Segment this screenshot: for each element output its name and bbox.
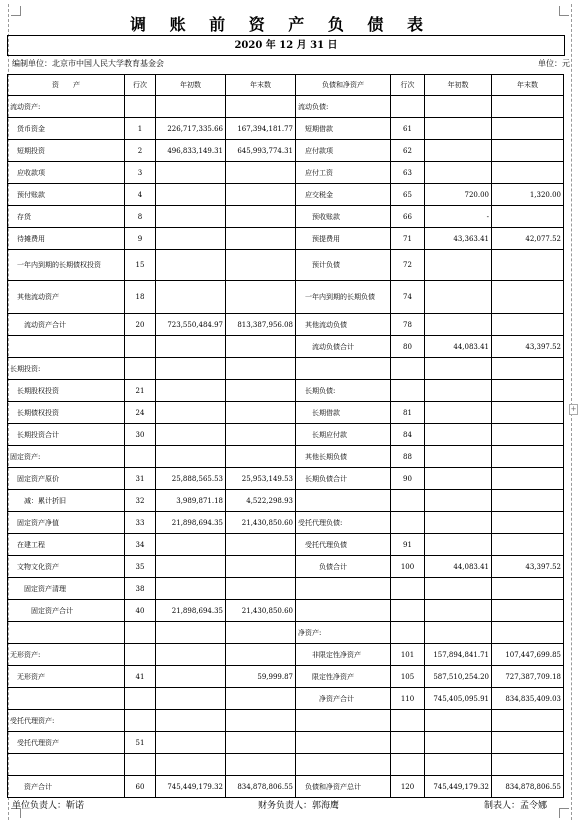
- table-cell: [492, 424, 564, 446]
- currency-unit: 单位：元: [538, 59, 570, 68]
- table-row: [8, 96, 564, 118]
- table-cell: 44,083.41: [425, 336, 492, 358]
- table-cell: [226, 622, 296, 644]
- table-cell: [425, 600, 492, 622]
- table-cell: [391, 358, 425, 380]
- table-cell: [492, 622, 564, 644]
- table-cell: 38: [125, 578, 156, 600]
- table-cell: 78: [391, 314, 425, 336]
- table-cell: [425, 140, 492, 162]
- table-cell: [8, 688, 125, 710]
- table-cell: 20: [125, 314, 156, 336]
- table-cell: 无形资产:: [8, 644, 125, 666]
- table-cell: [226, 710, 296, 732]
- report-date: 2020 年 12 月 31 日: [7, 35, 565, 56]
- table-cell: [492, 578, 564, 600]
- table-cell: 723,550,484.97: [156, 314, 226, 336]
- table-row: [8, 140, 564, 162]
- table-cell: [492, 380, 564, 402]
- table-row: [8, 556, 564, 578]
- table-cell: [296, 710, 391, 732]
- table-cell: 61: [391, 118, 425, 140]
- table-cell: [425, 162, 492, 184]
- table-cell: [492, 402, 564, 424]
- table-cell: 90: [391, 468, 425, 490]
- table-row: [8, 622, 564, 644]
- table-cell: 其他长期负债: [296, 446, 391, 468]
- table-cell: [125, 644, 156, 666]
- table-cell: [492, 358, 564, 380]
- table-cell: [492, 446, 564, 468]
- table-cell: [156, 446, 226, 468]
- column-header: 行次: [125, 75, 156, 96]
- table-cell: [125, 336, 156, 358]
- table-row: [8, 600, 564, 622]
- table-cell: [125, 358, 156, 380]
- table-cell: 44,083.41: [425, 556, 492, 578]
- table-cell: 3,989,871.18: [156, 490, 226, 512]
- table-cell: [156, 644, 226, 666]
- table-cell: [425, 732, 492, 754]
- table-cell: [156, 206, 226, 228]
- table-cell: 43,363.41: [425, 228, 492, 250]
- table-row: [8, 688, 564, 710]
- table-cell: [425, 281, 492, 314]
- table-cell: [296, 358, 391, 380]
- table-row: [8, 206, 564, 228]
- table-cell: 745,405,095.91: [425, 688, 492, 710]
- table-row: [8, 446, 564, 468]
- table-cell: [226, 534, 296, 556]
- table-cell: [156, 336, 226, 358]
- table-cell: [226, 162, 296, 184]
- table-cell: 63: [391, 162, 425, 184]
- column-header: 负债和净资产: [296, 75, 391, 96]
- table-cell: [226, 250, 296, 281]
- table-row: [8, 732, 564, 754]
- table-row: [8, 666, 564, 688]
- table-row: [8, 358, 564, 380]
- table-cell: [156, 688, 226, 710]
- table-cell: [8, 336, 125, 358]
- table-cell: 120: [391, 776, 425, 798]
- table-cell: [425, 534, 492, 556]
- table-cell: 流动资产:: [8, 96, 125, 118]
- table-cell: 固定资产清理: [8, 578, 125, 600]
- table-cell: [391, 600, 425, 622]
- table-cell: [425, 754, 492, 776]
- table-cell: [425, 358, 492, 380]
- table-cell: 80: [391, 336, 425, 358]
- table-cell: [156, 578, 226, 600]
- table-cell: 84: [391, 424, 425, 446]
- table-cell: [425, 424, 492, 446]
- table-cell: 8: [125, 206, 156, 228]
- table-cell: 105: [391, 666, 425, 688]
- table-cell: 727,387,709.18: [492, 666, 564, 688]
- table-header-row: [8, 75, 564, 96]
- table-cell: 15: [125, 250, 156, 281]
- table-cell: 40: [125, 600, 156, 622]
- table-cell: [425, 250, 492, 281]
- table-cell: 21,898,694.35: [156, 512, 226, 534]
- table-cell: 74: [391, 281, 425, 314]
- table-cell: 长期应付款: [296, 424, 391, 446]
- table-cell: 非限定性净资产: [296, 644, 391, 666]
- table-cell: [425, 380, 492, 402]
- table-cell: 167,394,181.77: [226, 118, 296, 140]
- balance-sheet-table: [7, 74, 564, 798]
- table-cell: 受托代理负债: [296, 534, 391, 556]
- table-cell: 24: [125, 402, 156, 424]
- table-cell: 72: [391, 250, 425, 281]
- table-cell: 一年内到期的长期负债: [296, 281, 391, 314]
- table-cell: [425, 622, 492, 644]
- table-cell: [425, 314, 492, 336]
- table-cell: 长期负债:: [296, 380, 391, 402]
- table-cell: 减：累计折旧: [8, 490, 125, 512]
- table-cell: [492, 512, 564, 534]
- table-cell: 226,717,335.66: [156, 118, 226, 140]
- table-cell: [226, 402, 296, 424]
- table-cell: 固定资产原价: [8, 468, 125, 490]
- table-cell: [125, 96, 156, 118]
- table-cell: [8, 754, 125, 776]
- finance-head-signature: 财务负责人：郭海鹰: [258, 801, 340, 811]
- table-cell: [492, 140, 564, 162]
- column-header: 年末数: [226, 75, 296, 96]
- table-cell: 长期投资:: [8, 358, 125, 380]
- table-cell: 存货: [8, 206, 125, 228]
- table-cell: 91: [391, 534, 425, 556]
- table-cell: [492, 600, 564, 622]
- table-cell: [226, 578, 296, 600]
- table-cell: 流动负债合计: [296, 336, 391, 358]
- table-cell: [296, 600, 391, 622]
- table-cell: 应交税金: [296, 184, 391, 206]
- table-cell: [156, 358, 226, 380]
- table-cell: 长期借款: [296, 402, 391, 424]
- table-row: [8, 250, 564, 281]
- table-cell: 长期债权投资: [8, 402, 125, 424]
- table-cell: 长期股权投资: [8, 380, 125, 402]
- preparer-signature: 制表人：孟令娜: [484, 801, 548, 811]
- table-cell: 短期借款: [296, 118, 391, 140]
- table-cell: 1,320.00: [492, 184, 564, 206]
- table-cell: [156, 622, 226, 644]
- table-cell: [156, 380, 226, 402]
- column-header: 资 产: [8, 75, 125, 96]
- table-cell: [226, 688, 296, 710]
- table-cell: 在建工程: [8, 534, 125, 556]
- table-cell: 33: [125, 512, 156, 534]
- table-row: [8, 534, 564, 556]
- table-cell: [226, 446, 296, 468]
- table-cell: [156, 556, 226, 578]
- table-cell: 42,077.52: [492, 228, 564, 250]
- table-cell: 110: [391, 688, 425, 710]
- table-cell: [156, 96, 226, 118]
- table-cell: [296, 754, 391, 776]
- table-cell: 长期负债合计: [296, 468, 391, 490]
- table-cell: [391, 96, 425, 118]
- table-cell: 43,397.52: [492, 336, 564, 358]
- table-cell: 其他流动资产: [8, 281, 125, 314]
- table-cell: [425, 446, 492, 468]
- table-cell: 31: [125, 468, 156, 490]
- table-row: [8, 118, 564, 140]
- table-cell: 21,898,694.35: [156, 600, 226, 622]
- table-cell: [125, 710, 156, 732]
- table-cell: 100: [391, 556, 425, 578]
- table-cell: [125, 446, 156, 468]
- table-row: [8, 314, 564, 336]
- table-cell: 25,953,149.53: [226, 468, 296, 490]
- table-cell: 长期投资合计: [8, 424, 125, 446]
- table-cell: [391, 490, 425, 512]
- table-cell: [125, 622, 156, 644]
- table-cell: 43,397.52: [492, 556, 564, 578]
- table-cell: 应付工资: [296, 162, 391, 184]
- table-cell: 645,993,774.31: [226, 140, 296, 162]
- table-cell: 30: [125, 424, 156, 446]
- table-cell: [492, 118, 564, 140]
- document-title: 调 账 前 资 产 负 债 表: [130, 15, 432, 34]
- table-cell: [391, 512, 425, 534]
- table-cell: 1: [125, 118, 156, 140]
- table-cell: [296, 732, 391, 754]
- table-cell: [226, 336, 296, 358]
- table-cell: 限定性净资产: [296, 666, 391, 688]
- table-cell: 短期投资: [8, 140, 125, 162]
- table-cell: 32: [125, 490, 156, 512]
- table-cell: 834,878,806.55: [226, 776, 296, 798]
- table-cell: [226, 556, 296, 578]
- table-cell: [425, 468, 492, 490]
- table-cell: [156, 710, 226, 732]
- table-cell: 流动负债:: [296, 96, 391, 118]
- table-cell: 59,999.87: [226, 666, 296, 688]
- table-cell: [425, 118, 492, 140]
- table-cell: [226, 281, 296, 314]
- table-cell: [492, 534, 564, 556]
- table-cell: 81: [391, 402, 425, 424]
- table-cell: 固定资产净值: [8, 512, 125, 534]
- table-cell: 预付账款: [8, 184, 125, 206]
- preparing-unit: 编制单位：北京市中国人民大学教育基金会: [12, 59, 164, 68]
- table-row: [8, 336, 564, 358]
- table-row: [8, 281, 564, 314]
- table-cell: [492, 314, 564, 336]
- table-cell: [226, 644, 296, 666]
- table-cell: 一年内到期的长期债权投资: [8, 250, 125, 281]
- table-cell: [492, 96, 564, 118]
- table-cell: 813,387,956.08: [226, 314, 296, 336]
- table-cell: [492, 754, 564, 776]
- table-cell: [226, 184, 296, 206]
- table-row: [8, 578, 564, 600]
- table-cell: 净资产:: [296, 622, 391, 644]
- table-cell: 157,894,841.71: [425, 644, 492, 666]
- table-cell: 其他流动负债: [296, 314, 391, 336]
- table-row: [8, 710, 564, 732]
- table-cell: [226, 228, 296, 250]
- table-cell: [296, 490, 391, 512]
- table-cell: [156, 228, 226, 250]
- table-cell: -: [425, 206, 492, 228]
- table-cell: [156, 424, 226, 446]
- table-row: [8, 776, 564, 798]
- table-cell: 2: [125, 140, 156, 162]
- table-cell: 受托代理资产:: [8, 710, 125, 732]
- table-cell: [226, 358, 296, 380]
- table-cell: [492, 732, 564, 754]
- table-cell: [125, 688, 156, 710]
- table-row: [8, 490, 564, 512]
- table-cell: 88: [391, 446, 425, 468]
- table-cell: 107,447,699.85: [492, 644, 564, 666]
- table-cell: 21: [125, 380, 156, 402]
- table-cell: 负债和净资产总计: [296, 776, 391, 798]
- table-cell: 21,430,850.60: [226, 600, 296, 622]
- table-cell: [492, 250, 564, 281]
- table-cell: 预提费用: [296, 228, 391, 250]
- table-cell: [296, 578, 391, 600]
- table-row: [8, 380, 564, 402]
- table-row: [8, 184, 564, 206]
- table-row: [8, 754, 564, 776]
- table-cell: 65: [391, 184, 425, 206]
- table-cell: [492, 162, 564, 184]
- table-cell: 71: [391, 228, 425, 250]
- table-cell: [156, 402, 226, 424]
- table-cell: [226, 732, 296, 754]
- table-cell: [391, 578, 425, 600]
- column-header: 年初数: [156, 75, 226, 96]
- table-row: [8, 402, 564, 424]
- table-cell: 60: [125, 776, 156, 798]
- column-header: 行次: [391, 75, 425, 96]
- table-cell: 25,888,565.53: [156, 468, 226, 490]
- table-row: [8, 468, 564, 490]
- table-cell: [125, 754, 156, 776]
- table-cell: [391, 380, 425, 402]
- table-cell: [156, 162, 226, 184]
- table-cell: 66: [391, 206, 425, 228]
- table-cell: [156, 250, 226, 281]
- table-cell: 21,430,850.60: [226, 512, 296, 534]
- table-cell: [226, 754, 296, 776]
- table-cell: 34: [125, 534, 156, 556]
- table-cell: 文物文化资产: [8, 556, 125, 578]
- table-cell: 固定资产:: [8, 446, 125, 468]
- table-cell: 587,510,254.20: [425, 666, 492, 688]
- table-row: [8, 162, 564, 184]
- table-add-handle[interactable]: +: [570, 405, 577, 413]
- table-cell: 834,878,806.55: [492, 776, 564, 798]
- table-cell: 流动资产合计: [8, 314, 125, 336]
- table-cell: 负债合计: [296, 556, 391, 578]
- table-cell: 受托代理资产: [8, 732, 125, 754]
- table-cell: 9: [125, 228, 156, 250]
- table-cell: 51: [125, 732, 156, 754]
- table-cell: 62: [391, 140, 425, 162]
- table-cell: [492, 468, 564, 490]
- table-row: [8, 512, 564, 534]
- unit-head-signature: 单位负责人：靳诺: [12, 801, 85, 811]
- table-cell: [425, 490, 492, 512]
- table-cell: 834,835,409.03: [492, 688, 564, 710]
- table-row: [8, 644, 564, 666]
- table-cell: 预收账款: [296, 206, 391, 228]
- table-cell: 固定资产合计: [8, 600, 125, 622]
- table-cell: [492, 490, 564, 512]
- crop-mark: [559, 808, 569, 818]
- table-cell: [425, 96, 492, 118]
- table-cell: [226, 206, 296, 228]
- table-cell: [425, 512, 492, 534]
- table-cell: [226, 380, 296, 402]
- table-cell: 净资产合计: [296, 688, 391, 710]
- table-cell: 待摊费用: [8, 228, 125, 250]
- table-cell: 4: [125, 184, 156, 206]
- table-cell: 应付款项: [296, 140, 391, 162]
- table-cell: [156, 732, 226, 754]
- table-cell: 应收款项: [8, 162, 125, 184]
- table-cell: [156, 534, 226, 556]
- table-cell: 101: [391, 644, 425, 666]
- table-cell: [425, 402, 492, 424]
- table-cell: [492, 710, 564, 732]
- table-cell: 受托代理负债:: [296, 512, 391, 534]
- table-cell: [226, 424, 296, 446]
- table-cell: 18: [125, 281, 156, 314]
- table-cell: 资产合计: [8, 776, 125, 798]
- table-cell: 41: [125, 666, 156, 688]
- table-cell: 35: [125, 556, 156, 578]
- table-cell: 745,449,179.32: [425, 776, 492, 798]
- table-cell: [492, 281, 564, 314]
- table-cell: [391, 754, 425, 776]
- column-header: 年末数: [492, 75, 564, 96]
- table-cell: 无形资产: [8, 666, 125, 688]
- column-header: 年初数: [425, 75, 492, 96]
- table-cell: [391, 732, 425, 754]
- table-cell: [425, 578, 492, 600]
- table-cell: 预计负债: [296, 250, 391, 281]
- table-cell: [425, 710, 492, 732]
- table-cell: 4,522,298.93: [226, 490, 296, 512]
- table-cell: [156, 184, 226, 206]
- table-cell: [8, 622, 125, 644]
- table-cell: [391, 622, 425, 644]
- table-cell: [156, 754, 226, 776]
- table-cell: [156, 666, 226, 688]
- table-cell: [391, 710, 425, 732]
- table-row: [8, 424, 564, 446]
- table-row: [8, 228, 564, 250]
- table-cell: 720.00: [425, 184, 492, 206]
- table-cell: 货币资金: [8, 118, 125, 140]
- table-cell: 496,833,149.31: [156, 140, 226, 162]
- table-cell: [156, 281, 226, 314]
- table-cell: [226, 96, 296, 118]
- table-cell: 745,449,179.32: [156, 776, 226, 798]
- table-cell: 3: [125, 162, 156, 184]
- table-cell: [492, 206, 564, 228]
